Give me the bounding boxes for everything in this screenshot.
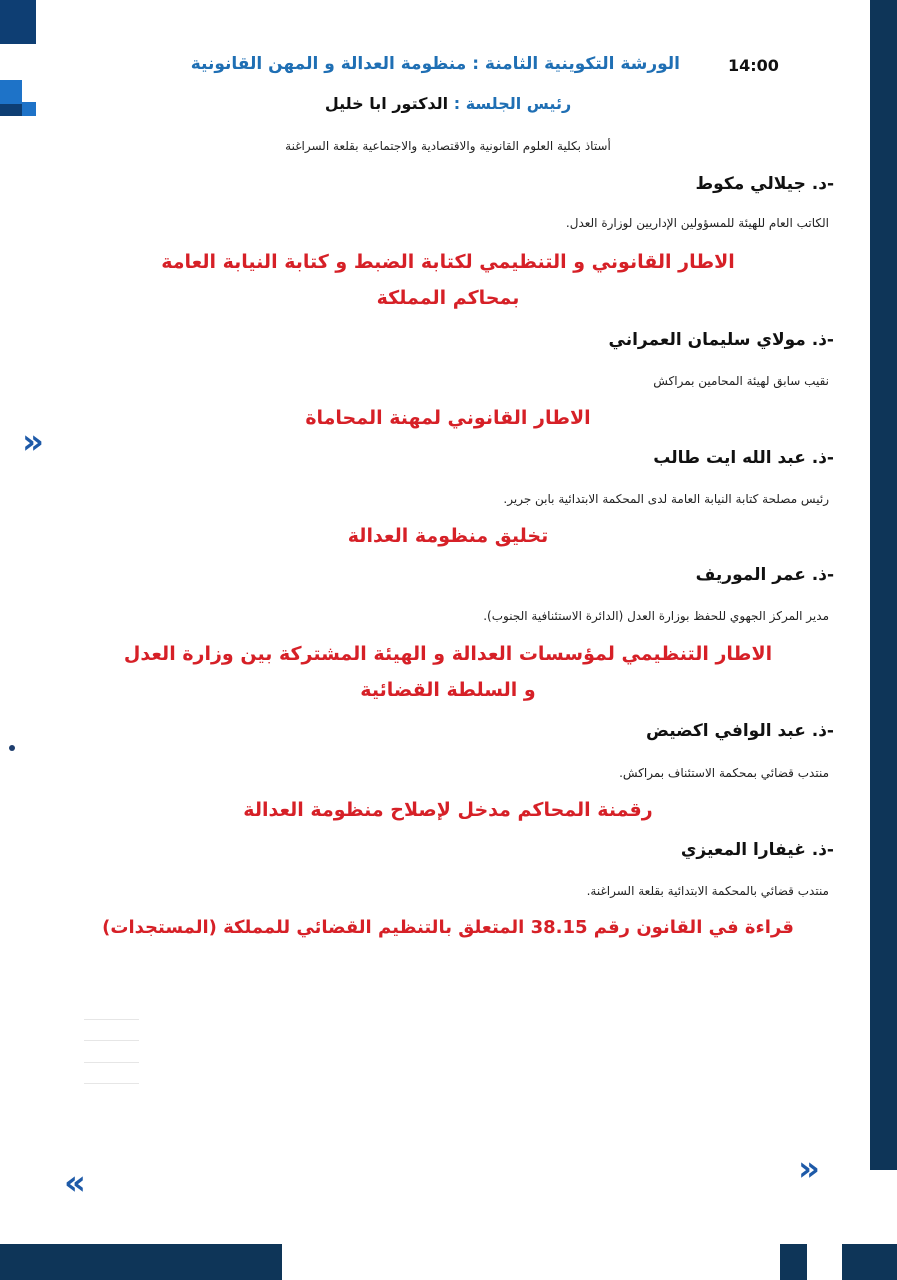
talk-title [40,400,856,436]
double-chevron-left-icon: « [64,1163,86,1203]
talk-title-line: قراءة في القانون رقم 38.15 المتعلق بالتنظيم القضائي للمملكة (المستجدات) [102,917,794,938]
talk-title-line: تخليق منظومة العدالة [347,525,549,547]
chair-label: رئيس الجلسة : [453,94,572,113]
speaker-role: مدير المركز الجهوي للحفظ بوزارة العدل (الدائرة الاستئنافية الجنوب). [483,609,829,623]
faint-rule [84,1083,139,1084]
talk-title [40,792,856,828]
bottom-bar-middle [780,1244,807,1280]
session-chair [200,94,696,113]
talk-title-line: الاطار القانوني و التنظيمي لكتابة الضبط و كتابة النيابة العامة [161,251,735,273]
decor-dot [9,745,15,751]
talk-title-line: رقمنة المحاكم مدخل لإصلاح منظومة العدالة [243,799,653,821]
decor-square-navy [0,104,22,116]
session-time: 14:00 [728,56,779,75]
talk-title-line: الاطار القانوني لمهنة المحاماة [305,407,591,429]
faint-rule [84,1040,139,1041]
decor-square-small [22,102,36,116]
talk-title [40,636,856,708]
bottom-bar-left [0,1244,282,1280]
decor-square-blue [0,80,22,104]
speaker-name: -ذ. عبد الوافي اكضيض [646,721,834,741]
double-chevron-right-icon: » [22,422,44,462]
chair-description: أستاذ بكلية العلوم القانونية والاقتصادية والاجتماعية بقلعة السراغنة [285,139,611,153]
speaker-name: -د. جيلالي مكوط [695,174,834,194]
speaker-role: الكاتب العام للهيئة للمسؤولين الإداريين لوزارة العدل. [565,216,829,230]
workshop-title: الورشة التكوينية الثامنة : منظومة العدالة و المهن القانونية [190,54,680,74]
speaker-name: -ذ. مولاي سليمان العمراني [608,330,834,350]
speaker-role: منتدب قضائي بمحكمة الاستئناف بمراكش. [619,766,829,780]
faint-rule [84,1062,139,1063]
talk-title-line: بمحاكم المملكة [376,287,520,309]
faint-rule [84,1019,139,1020]
talk-title [40,244,856,316]
talk-title-line: و السلطة القضائية [360,679,536,701]
right-side-bar [870,0,897,1170]
speaker-role: رئيس مصلحة كتابة النيابة العامة لدى المحكمة الابتدائية بابن جرير. [503,492,829,506]
speaker-role: منتدب قضائي بالمحكمة الابتدائية بقلعة السراغنة. [586,884,829,898]
talk-title [40,910,856,946]
chair-name: الدكتور ابا خليل [324,94,449,113]
double-chevron-right-icon: » [798,1149,820,1189]
talk-title-line: الاطار التنظيمي لمؤسسات العدالة و الهيئة المشتركة بين وزارة العدل [123,643,773,665]
speaker-role: نقيب سابق لهيئة المحامين بمراكش [653,374,829,388]
speaker-name: -ذ. غيفارا المعيزي [680,840,834,860]
talk-title [40,518,856,554]
bottom-bar-right [842,1244,897,1280]
speaker-name: -ذ. عمر الموريف [695,565,834,585]
corner-square-top-left [0,0,36,44]
speaker-name: -ذ. عبد الله ايت طالب [653,448,834,468]
